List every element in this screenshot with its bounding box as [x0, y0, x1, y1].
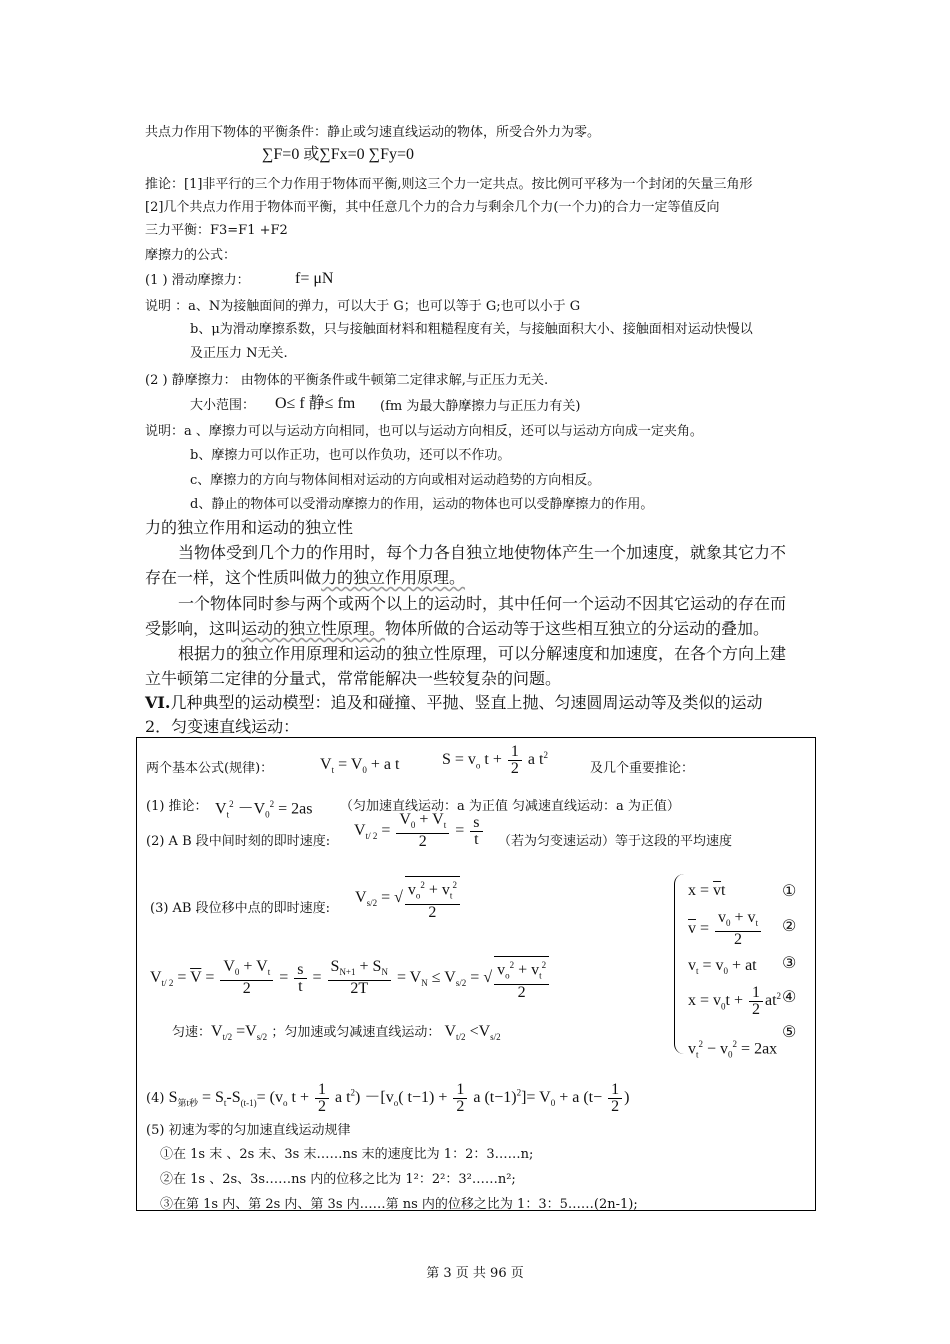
formula-3: $v_t = v_0$ + at — [688, 957, 757, 977]
text-line: (fm 为最大静摩擦力与正压力有关) — [380, 399, 581, 414]
text-line: 说明：a 、摩擦力可以与运动方向相同，也可以与运动方向相反，还可以与运动方向成一定夹角。 — [145, 424, 703, 439]
formula-4: $x = v_0t$ + $\frac{1}{2}$ $at^2$ — [688, 984, 782, 1018]
page-number: 第 3 页 共 96 页 — [426, 1266, 524, 1281]
box-text: (5) 初速为零的匀加速直线运动规律 — [146, 1123, 351, 1138]
text-line: 一个物体同时参与两个或两个以上的运动时，其中任何一个运动不因其它运动的存在而 — [178, 594, 787, 613]
box-text: （匀加速直线运动：a 为正值 匀减速直线运动：a 为正值） — [340, 799, 680, 814]
mid-position-velocity-formula: $V_{s/2}$ = √ $\frac{v_o^2 + v_t^2}{2}$ — [355, 876, 462, 921]
text-line: b、摩擦力可以作正功，也可以作负功，还可以不作功。 — [190, 448, 511, 463]
box-text: 匀速：$V_{t/2} =V_{s/2}$ ；匀加速或匀减速直线运动： $V_{t/2} <V_{s/2}$ — [172, 1023, 501, 1043]
text-line: (1 ) 滑动摩擦力： — [145, 273, 250, 288]
box-text: (1) 推论： — [146, 799, 208, 814]
box-text: (4) $S_{第t秒} = S_t-S_{(t-1)}= (v_o$ t + $\frac{1}{2}$ a $t^2) -[v_o$( t−1) + $\frac{1}{2}$ a $(t-1)^2]= V_0 + a$ (t− $\frac{1}{2}$ ) — [146, 1081, 630, 1115]
highlighted-term: 运动的独立性原理。 — [241, 619, 386, 638]
mid-time-velocity-formula: $V_{t/ 2}$ = $\frac{V_0 + V_t}{2}$ = $\frac{s}{t}$ — [354, 812, 485, 850]
highlighted-term: 力的独立作用原理。 — [321, 568, 466, 587]
circled-number: ④ — [782, 987, 797, 1006]
corollary-formula: $V_t^2 -V_0^2 = 2as$ — [215, 799, 313, 820]
formula-5: $v_t^2 - v_0^2 = 2ax$ — [688, 1039, 778, 1060]
text-line: 三力平衡：F3=F1 +F2 — [145, 223, 288, 238]
box-text: (3) AB 段位移中点的即时速度: — [150, 901, 331, 916]
text-line: 大小范围： — [190, 398, 256, 413]
velocity-formula: $V_t = V_0 + a$ t — [320, 756, 400, 776]
text-line: 根据力的独立作用原理和运动的独立性原理，可以分解速度和加速度，在各个方向上建 — [178, 644, 787, 663]
text-line: 当物体受到几个力的作用时，每个力各自独立地使物体产生一个加速度，就象其它力不 — [178, 543, 787, 562]
text-line: (2 ) 静摩擦力： 由物体的平衡条件或牛顿第二定律求解,与正压力无关. — [145, 373, 549, 388]
text-line: 立牛顿第二定律的分量式，常常能解决一些较复杂的问题。 — [145, 669, 562, 688]
formula-2: $\overline{v}$ = $\frac{v_0 + v_t}{2}$ — [688, 910, 763, 948]
text-line: c、摩擦力的方向与物体间相对运动的方向或相对运动趋势的方向相反。 — [190, 473, 601, 488]
circled-number: ① — [782, 881, 797, 900]
box-text: ②在 1s 、2s、3s……ns 内的位移之比为 1²：2²：3²……n²; — [160, 1172, 516, 1187]
box-text: ①在 1s 末 、2s 末、3s 末……ns 末的速度比为 1：2：3……n; — [160, 1147, 534, 1162]
section-heading: 2．匀变速直线运动： — [145, 717, 300, 736]
text-line: 存在一样，这个性质叫做力的独立作用原理。 — [145, 568, 466, 587]
box-text: （若为匀变速运动）等于这段的平均速度 — [498, 834, 733, 849]
text-line: 受影响，这叫运动的独立性原理。物体所做的合运动等于这些相互独立的分运动的叠加。 — [145, 619, 770, 638]
text-line: 说明 ：a、N为接触面间的弹力，可以大于 G；也可以等于 G;也可以小于 G — [145, 299, 581, 314]
text-line: 共点力作用下物体的平衡条件：静止或匀速直线运动的物体，所受合外力为零。 — [145, 125, 601, 140]
box-text: 及几个重要推论： — [590, 761, 695, 776]
box-text: (2) A B 段中间时刻的即时速度: — [146, 834, 331, 849]
text-line: 推论：[1]非平行的三个力作用于物体而平衡,则这三个力一定共点。按比例可平移为一个封闭的矢量三角形 — [145, 177, 753, 192]
circled-number: ② — [782, 916, 797, 935]
text-line: [2]几个共点力作用于物体而平衡，其中任意几个力的合力与剩余几个力(一个力)的合力一定等值反向 — [145, 200, 720, 215]
box-text: 两个基本公式(规律)： — [146, 761, 274, 776]
text-line: d、静止的物体可以受滑动摩擦力的作用，运动的物体也可以受静摩擦力的作用。 — [190, 497, 654, 512]
circled-number: ⑤ — [782, 1022, 797, 1041]
circled-number: ③ — [782, 953, 797, 972]
static-friction-range: O≤ f 静≤ fm — [275, 395, 356, 412]
box-text: ③在第 1s 内、第 2s 内、第 3s 内……第 ns 内的位移之比为 1：3：5……(2n-1); — [160, 1197, 638, 1212]
comparison-formula: $V_{t/ 2} = \overline{V}$ = $\frac{V_0 + V_t}{2}$ = $\frac{s}{t}$ = $\frac{S_{N+1} + S_N}{2T}$ = $V_N \le V_{s/2}$ = √ $\frac{v_o^2 + v_t^2}{2}$ — [150, 956, 551, 1001]
equilibrium-formula: ∑F=0 或∑Fx=0 ∑Fy=0 — [262, 146, 414, 163]
section-heading: VI.几种典型的运动模型：追及和碰撞、平抛、竖直上抛、匀速圆周运动等及类似的运动 — [145, 693, 763, 712]
formula-1: $x = \overline{v}t$ — [688, 882, 726, 899]
displacement-formula: $S = v_o$ t + $\frac{1}{2}$ a $t^2$ — [442, 743, 548, 777]
text-line: 及正压力 N无关. — [190, 346, 288, 361]
text-line: 摩擦力的公式： — [145, 248, 237, 263]
text-line: b、μ为滑动摩擦系数，只与接触面材料和粗糙程度有关，与接触面积大小、接触面相对运动快慢以 — [190, 322, 753, 337]
sliding-friction-formula: f= μN — [295, 270, 334, 287]
section-heading: 力的独立作用和运动的独立性 — [145, 518, 354, 537]
brace — [674, 874, 685, 1054]
